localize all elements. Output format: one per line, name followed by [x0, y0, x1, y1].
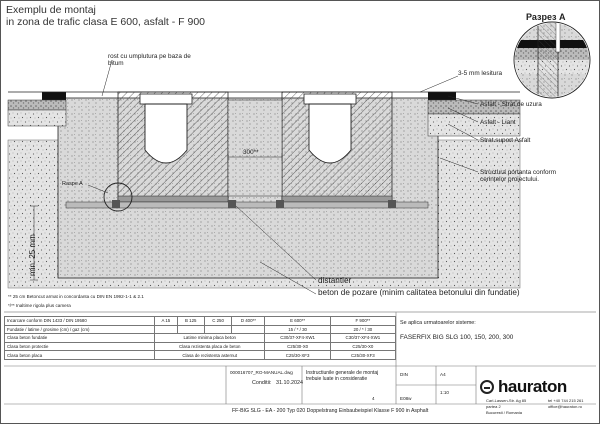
table-cell: Clasa beton fundatie — [5, 334, 155, 343]
table-cell: Fundatie / latime / grosime (cm) / gaz (cm) — [5, 325, 155, 334]
company-address-1: Carl-Lassen-Str. Ag 85 — [486, 398, 527, 403]
label-rost: rost cu umplutura pe baza de bitum — [108, 53, 191, 67]
asphalt-wear-right — [428, 92, 456, 100]
table-cell: C 250 — [204, 317, 232, 326]
label-rasper: Raspe A — [62, 181, 83, 187]
sheet-number: 4 — [372, 396, 375, 401]
table-cell: C25/30-XF3 — [265, 351, 330, 360]
drawing-caption: FF-BIG SLG - EA - 200 Typ 020 Doppelstrang Einbaubeispiel Klasse F 900 in Asphalt — [232, 408, 429, 414]
company-address-2: partea 2 — [486, 404, 501, 409]
table-cell: C30/37-XF4-XW1 — [265, 334, 330, 343]
system-label: Se aplica urmatoarelor sisteme: — [400, 320, 476, 326]
label-beton: beton de pozare (minim calitatea betonului din fundatie) — [318, 288, 520, 297]
table-cell — [177, 325, 204, 334]
instruction-note: Instructiunile generale de montaj trebuie luate in consideratie — [306, 370, 379, 382]
title-line-2: in zona de trafic clasa E 600, asfalt - F 900 — [6, 16, 206, 28]
table-cell — [204, 325, 232, 334]
table-cell: Clasa rezistenta placa de beton — [155, 342, 265, 351]
condition-label: Conditii: — [252, 380, 272, 386]
date: 31.10.2024 — [276, 380, 303, 386]
table-cell: Clasa de rezistenta asternut — [155, 351, 265, 360]
table-cell: 15 / * / 30 — [265, 325, 330, 334]
table-cell: Clasa beton protectie — [5, 342, 155, 351]
edition: E08w — [400, 396, 412, 401]
label-strat-suport: Strat suport Asfalt — [480, 137, 531, 144]
table-cell: B 125 — [177, 317, 204, 326]
drawing-number: 000016707_RO-MANUAL.dwg — [230, 370, 293, 375]
channel-left — [118, 92, 228, 202]
table-cell: Clasa beton placa — [5, 351, 155, 360]
table-cell: 20 / * / 30 — [330, 325, 395, 334]
table-cell: Incarcare conform DIN 1433 / DIN 19580 — [5, 317, 155, 326]
table-header-row — [5, 317, 396, 326]
table-cell — [232, 325, 265, 334]
label-structura: Structura portanta conform cerintelor proiectului. — [480, 169, 557, 183]
table-cell — [155, 325, 178, 334]
company-email: office@hauraton.ro — [548, 404, 583, 409]
table-cell: Latime minima placa beton — [155, 334, 265, 343]
brand-logo — [480, 376, 596, 398]
drawing-title — [6, 4, 205, 28]
table-row — [5, 351, 396, 360]
table-row — [5, 342, 396, 351]
note-1: ** 25 cm Betoncut armat in concordanta cu DIN EN 1992-1-1 & 2.1 — [8, 294, 144, 299]
table-cell: E 600** — [265, 317, 330, 326]
label-asfalt-uzura: Asfalt - Strat de uzura — [480, 101, 542, 108]
note-2: */** Inaltime rigola plus camera — [8, 303, 71, 308]
channel-right — [282, 92, 392, 202]
table-cell: C25/30-X0 — [330, 342, 395, 351]
asphalt-wear-left — [42, 92, 66, 100]
label-min25: min. 25 mm — [28, 234, 37, 276]
label-asfalt-liant: Asfalt - Liant — [480, 119, 516, 126]
table-cell: D 400** — [232, 317, 265, 326]
company-tel: tel +40 744 215 261 — [548, 398, 584, 403]
table-cell: A 15 — [155, 317, 178, 326]
detail-title: Разрез А — [526, 12, 566, 22]
paper-size: A4 — [440, 372, 446, 377]
scale: 1:10 — [440, 390, 449, 395]
spacer — [112, 200, 120, 208]
load-class-table — [4, 316, 396, 360]
table-cell: C30/37-XF4-XW1 — [330, 334, 395, 343]
label-gap: 3-5 mm lesitura — [458, 70, 503, 77]
company-address-3: Bucuresti / Romania — [486, 410, 523, 415]
table-cell: C25/30-XF3 — [330, 351, 395, 360]
table-row — [5, 325, 396, 334]
table-cell: F 900** — [330, 317, 395, 326]
title-line-1: Exemplu de montaj — [6, 4, 96, 16]
brand-logo-text: hauraton — [498, 377, 567, 396]
detail-view-a — [514, 22, 594, 102]
dimension-300: 300** — [243, 149, 259, 156]
paper-standard-label: DIN — [400, 372, 408, 377]
table-cell: C25/30-X0 — [265, 342, 330, 351]
bedding-layer — [66, 202, 428, 208]
system-name: FASERFIX BIG SLG 100, 150, 200, 300 — [400, 334, 514, 341]
table-row — [5, 334, 396, 343]
brand-logo-icon — [480, 380, 494, 394]
label-distantier: distantier — [318, 276, 352, 285]
